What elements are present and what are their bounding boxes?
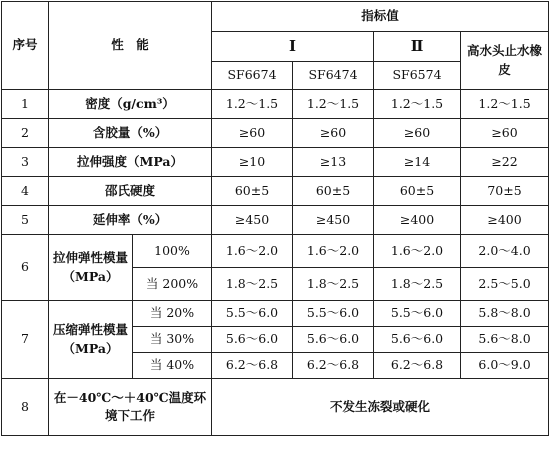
row-no: 7	[2, 301, 49, 379]
row-value-1: 1.8～2.5	[212, 268, 293, 301]
row-value-merged: 不发生冻裂或硬化	[212, 379, 549, 436]
row-value-4: 2.5～5.0	[461, 268, 549, 301]
row-property: 在－40℃～＋40℃温度环境下工作	[49, 379, 212, 436]
row-value-2: 1.2～1.5	[293, 90, 374, 119]
row-value-2: 1.6～2.0	[293, 235, 374, 268]
row-value-1: ≥10	[212, 148, 293, 177]
row-value-3: ≥60	[374, 119, 461, 148]
row-value-4: 6.0～9.0	[461, 353, 549, 379]
row-value-1: 60±5	[212, 177, 293, 206]
row-value-4: 5.6～8.0	[461, 327, 549, 353]
row-sub-label: 当 30%	[133, 327, 212, 353]
row-no: 1	[2, 90, 49, 119]
row-sub-label: 100%	[133, 235, 212, 268]
row-no: 3	[2, 148, 49, 177]
row-value-2: 5.6～6.0	[293, 327, 374, 353]
header-no: 序号	[2, 2, 49, 90]
row-value-3: 1.6～2.0	[374, 235, 461, 268]
row-value-4: ≥60	[461, 119, 549, 148]
row-value-2: 5.5～6.0	[293, 301, 374, 327]
row-sub-label: 当 40%	[133, 353, 212, 379]
row-value-4: ≥400	[461, 206, 549, 235]
table-row	[2, 90, 549, 119]
row-value-3: 1.2～1.5	[374, 90, 461, 119]
row-value-1: 1.2～1.5	[212, 90, 293, 119]
row-no: 6	[2, 235, 49, 301]
row-value-4: 2.0～4.0	[461, 235, 549, 268]
table-row	[2, 119, 549, 148]
row-sub-label: 当 200%	[133, 268, 212, 301]
row-value-2: ≥60	[293, 119, 374, 148]
row-property: 拉伸弹性模量（MPa）	[49, 235, 133, 301]
row-property: 延伸率（%）	[49, 206, 212, 235]
header-index-value: 指标值	[212, 2, 549, 32]
row-value-3: ≥14	[374, 148, 461, 177]
table-row	[2, 148, 549, 177]
row-value-2: ≥13	[293, 148, 374, 177]
row-value-4: 1.2～1.5	[461, 90, 549, 119]
row-value-4: ≥22	[461, 148, 549, 177]
row-property: 压缩弹性模量（MPa）	[49, 301, 133, 379]
row-no: 8	[2, 379, 49, 436]
row-value-2: 6.2～6.8	[293, 353, 374, 379]
table-row	[2, 206, 549, 235]
row-value-1: 1.6～2.0	[212, 235, 293, 268]
header-row-1	[2, 2, 549, 32]
rubber-spec-table	[1, 1, 549, 436]
row-value-3: 5.5～6.0	[374, 301, 461, 327]
row-property: 邵氏硬度	[49, 177, 212, 206]
row-property: 含胶量（%）	[49, 119, 212, 148]
row-property: 密度（g/cm³）	[49, 90, 212, 119]
table-row	[2, 177, 549, 206]
header-model-3: SF6574	[374, 62, 461, 90]
row-value-3: ≥400	[374, 206, 461, 235]
row-value-1: 5.6～6.0	[212, 327, 293, 353]
row-no: 5	[2, 206, 49, 235]
row-value-1: 5.5～6.0	[212, 301, 293, 327]
row-value-3: 6.2～6.8	[374, 353, 461, 379]
row-value-4: 5.8～8.0	[461, 301, 549, 327]
header-group-3: 高水头止水橡皮	[461, 32, 549, 90]
table-row	[2, 301, 549, 327]
row-value-3: 5.6～6.0	[374, 327, 461, 353]
header-group-2: Ⅱ	[374, 32, 461, 62]
table-row	[2, 235, 549, 268]
row-value-2: ≥450	[293, 206, 374, 235]
header-property: 性 能	[49, 2, 212, 90]
header-model-2: SF6474	[293, 62, 374, 90]
table-row	[2, 379, 549, 436]
header-model-1: SF6674	[212, 62, 293, 90]
row-value-3: 1.8～2.5	[374, 268, 461, 301]
row-value-1: 6.2～6.8	[212, 353, 293, 379]
row-no: 2	[2, 119, 49, 148]
row-value-3: 60±5	[374, 177, 461, 206]
row-sub-label: 当 20%	[133, 301, 212, 327]
row-value-2: 60±5	[293, 177, 374, 206]
row-value-1: ≥60	[212, 119, 293, 148]
header-group-1: Ⅰ	[212, 32, 374, 62]
row-property: 拉伸强度（MPa）	[49, 148, 212, 177]
row-value-1: ≥450	[212, 206, 293, 235]
row-value-4: 70±5	[461, 177, 549, 206]
row-value-2: 1.8～2.5	[293, 268, 374, 301]
row-no: 4	[2, 177, 49, 206]
